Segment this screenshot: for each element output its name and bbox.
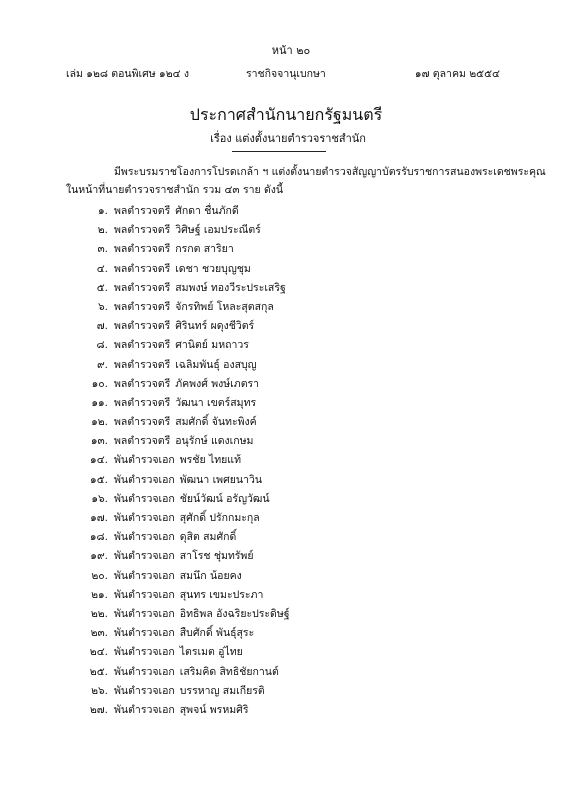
appointee-list: [84, 202, 504, 720]
item-number: ๒๑.: [91, 588, 108, 601]
item-number: ๒๒.: [90, 607, 108, 620]
list-item: [84, 586, 504, 605]
publication-date: ๑๗ ตุลาคม ๒๕๕๔: [414, 68, 500, 80]
item-number: ๗.: [96, 320, 108, 333]
list-item: [84, 432, 504, 451]
publication-name: ราชกิจจานุเบกษา: [246, 68, 326, 80]
item-number: ๒.: [97, 224, 108, 237]
item-rank: พันตำรวจเอก: [114, 512, 175, 524]
item-number: ๑๗.: [90, 512, 108, 524]
document-subject: เรื่อง แต่งตั้งนายตำรวจราชสำนัก: [210, 132, 366, 145]
list-item: [84, 624, 504, 643]
item-person-name: พรชัย ไทยแท้: [179, 454, 241, 467]
item-number: ๔.: [96, 262, 108, 275]
item-number: ๘.: [96, 339, 108, 352]
intro-paragraph: [66, 163, 546, 199]
item-number: ๒๐.: [91, 569, 108, 582]
volume-issue: เล่ม ๑๒๘ ตอนพิเศษ ๑๒๔ ง: [66, 68, 190, 80]
item-number: ๖.: [97, 300, 108, 313]
list-item: [84, 547, 504, 566]
item-number: ๓.: [97, 243, 108, 256]
list-item: [84, 682, 504, 701]
item-rank: พลตำรวจตรี: [114, 281, 171, 294]
item-number: ๑๓.: [90, 435, 108, 448]
item-rank: พันตำรวจเอก: [114, 454, 175, 467]
item-person-name: พัฒนา เพศยนาวิน: [179, 473, 263, 486]
list-item: [84, 279, 504, 298]
item-rank: พลตำรวจตรี: [114, 320, 171, 333]
item-rank: พันตำรวจเอก: [114, 665, 175, 678]
item-person-name: ดุสิต สมศักดิ์: [179, 531, 237, 544]
item-person-name: สืบศักดิ์ พันธุ์สุระ: [179, 627, 255, 640]
item-number: ๑๑.: [91, 396, 108, 409]
item-number: ๕.: [96, 281, 108, 294]
list-item: [84, 221, 504, 240]
item-rank: พันตำรวจเอก: [114, 531, 175, 544]
list-item: [84, 701, 504, 720]
title-divider: [232, 151, 326, 152]
item-rank: พลตำรวจตรี: [114, 416, 171, 429]
item-person-name: วัฒนา เขตร์สมุทร: [175, 396, 257, 409]
item-person-name: อิทธิพล อังฉริยะประดิษฐ์: [179, 607, 290, 620]
item-number: ๙.: [96, 358, 108, 371]
item-person-name: เฉลิมพันธุ์ องสบุญ: [175, 358, 257, 371]
list-item: [84, 240, 504, 259]
list-item: [84, 298, 504, 317]
item-person-name: ไตรเมต อู่ไทย: [179, 646, 243, 659]
list-item: [84, 336, 504, 355]
item-rank: พลตำรวจตรี: [114, 358, 171, 371]
list-item: [84, 490, 504, 509]
list-item: [84, 260, 504, 279]
document-title: ประกาศสำนักนายกรัฐมนตรี: [189, 105, 383, 124]
item-person-name: จักรทิพย์ โหละสุตสกุล: [175, 300, 274, 313]
item-person-name: สมศักดิ์ จันทะพิงค์: [175, 416, 257, 429]
list-item: [84, 394, 504, 413]
item-person-name: สาโรช ชุ่มทรัพย์: [179, 550, 254, 563]
item-rank: พันตำรวจเอก: [114, 607, 175, 620]
item-rank: พลตำรวจตรี: [114, 300, 171, 313]
list-item: [84, 413, 504, 432]
list-item: [84, 375, 504, 394]
item-number: ๑๘.: [89, 531, 108, 544]
item-person-name: สมนึก น้อยคง: [179, 569, 242, 582]
item-person-name: ศานิตย์ มหถาวร: [175, 339, 249, 352]
item-rank: พันตำรวจเอก: [114, 703, 175, 716]
item-rank: พลตำรวจตรี: [114, 377, 171, 390]
item-rank: พลตำรวจตรี: [114, 243, 171, 256]
item-person-name: วิศิษฐ์ เอมประณีตร์: [175, 224, 261, 237]
item-number: ๑๐.: [91, 377, 108, 390]
item-rank: พลตำรวจตรี: [114, 224, 171, 237]
item-rank: พลตำรวจตรี: [114, 435, 171, 448]
item-rank: พันตำรวจเอก: [114, 684, 175, 697]
list-item: [84, 451, 504, 470]
item-rank: พลตำรวจตรี: [114, 205, 171, 217]
item-rank: พันตำรวจเอก: [114, 473, 175, 486]
list-item: [84, 471, 504, 490]
item-number: ๑๕.: [90, 473, 108, 486]
item-number: ๒๖.: [91, 684, 108, 697]
item-number: ๑๖.: [91, 492, 108, 505]
item-rank: พันตำรวจเอก: [114, 492, 175, 505]
item-number: ๒๔.: [89, 646, 108, 659]
gazette-header: [66, 65, 500, 81]
list-item: [84, 528, 504, 547]
item-person-name: กรกต สาริยา: [175, 243, 234, 256]
item-person-name: ภัคพงศ์ พงษ์เภตรา: [175, 377, 260, 390]
item-rank: พันตำรวจเอก: [114, 627, 175, 640]
item-rank: พลตำรวจตรี: [114, 396, 171, 409]
item-rank: พันตำรวจเอก: [114, 550, 175, 563]
page-number: หน้า ๒๐: [271, 44, 311, 57]
item-number: ๑๔.: [90, 454, 108, 467]
item-person-name: เดชา ชวยบุญชุม: [175, 262, 251, 275]
item-person-name: สมพงษ์ ทองวีระประเสริฐ: [175, 281, 286, 294]
item-number: ๑.: [97, 205, 108, 217]
list-item: [84, 509, 504, 528]
item-person-name: สุศักดิ์ ปรักกมะกุล: [179, 512, 260, 524]
item-person-name: ชัยน์วัฒน์ อรัญวัฒน์: [179, 492, 270, 505]
list-item: [84, 317, 504, 336]
item-number: ๑๒.: [91, 416, 108, 429]
item-person-name: อนุรักษ์ แดงเกษม: [175, 435, 254, 448]
item-person-name: ศักดา ชื่นภักดี: [175, 205, 239, 217]
item-rank: พลตำรวจตรี: [114, 339, 171, 352]
list-item: [84, 202, 504, 221]
list-item: [84, 663, 504, 682]
item-rank: พันตำรวจเอก: [114, 569, 175, 582]
list-item: [84, 356, 504, 375]
list-item: [84, 567, 504, 586]
item-rank: พลตำรวจตรี: [114, 262, 171, 275]
item-rank: พันตำรวจเอก: [114, 588, 175, 601]
intro-line-2: ในหน้าที่นายตำรวจราชสำนัก รวม ๔๓ ราย ดังนี้: [66, 184, 284, 196]
item-rank: พันตำรวจเอก: [114, 646, 175, 659]
item-number: ๒๓.: [90, 627, 108, 640]
item-number: ๑๙.: [90, 550, 108, 563]
item-number: ๒๕.: [89, 665, 108, 678]
item-person-name: สุนทร เขมะประภา: [179, 588, 264, 601]
item-person-name: ศิรินทร์ ผดุงชีวิตร์: [175, 320, 255, 333]
list-item: [84, 605, 504, 624]
item-person-name: สุพจน์ พรหมศิริ: [179, 703, 249, 716]
intro-line-1: มีพระบรมราชโองการโปรดเกล้า ฯ แต่งตั้งนายตำรวจสัญญาบัตรรับราชการสนองพระเดชพระคุณ: [114, 166, 546, 178]
item-number: ๒๗.: [89, 703, 108, 716]
item-person-name: บรรหาญ สมเกียรติ: [179, 684, 265, 697]
item-person-name: เสริมคิด สิทธิชัยกานต์: [179, 665, 279, 678]
list-item: [84, 643, 504, 662]
